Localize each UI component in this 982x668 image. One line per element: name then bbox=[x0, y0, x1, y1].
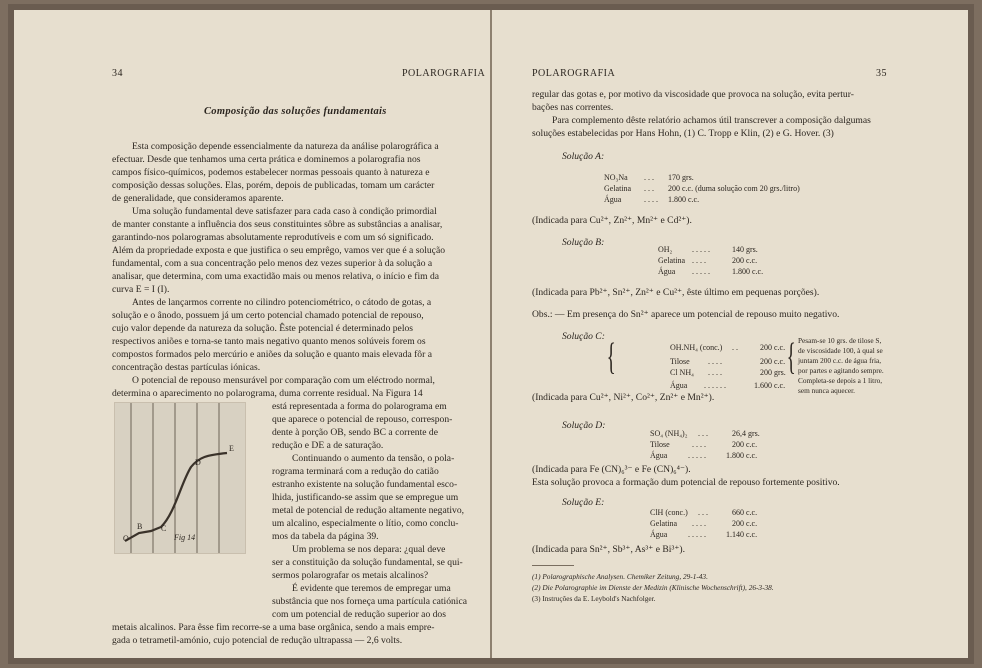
figure-label-e: E bbox=[229, 444, 234, 453]
solucao-c-dots-1: . . . . bbox=[708, 357, 722, 366]
solucao-c-value-1: 200 c.c. bbox=[760, 357, 786, 366]
text-line: campos físico-químicos, podemos estabelecer normas pessoais quanto à natureza e bbox=[112, 167, 430, 178]
section-title: Composição das soluções fundamentais bbox=[204, 106, 387, 117]
text-line: garantindo-nos polarogramas absolutamente reprodutíveis e com um só significado. bbox=[112, 232, 434, 243]
solucao-e-dots-1: . . . . bbox=[692, 519, 706, 528]
solucao-c-indicated: (Indicada para Cu²⁺, Ni²⁺, Co²⁺, Zn²⁺ e Mn²⁺). bbox=[532, 392, 715, 403]
text-line: metal de potencial de redução altamente negativo, bbox=[272, 505, 465, 516]
solucao-d-label: Solução D: bbox=[562, 420, 606, 431]
solucao-c-value-3: 1.600 c.c. bbox=[754, 381, 786, 390]
solucao-a-indicated: (Indicada para Cu²⁺, Zn²⁺, Mn²⁺ e Cd²⁺). bbox=[532, 215, 692, 226]
solucao-a-dots-0: . . . bbox=[644, 173, 654, 182]
solucao-b-dots-1: . . . . bbox=[692, 256, 706, 265]
page-number-right: 35 bbox=[876, 68, 887, 79]
text-line: determina o aparecimento no polarograma, duma corrente residual. Na Figura 14 bbox=[112, 388, 423, 399]
solucao-b-indicated: (Indicada para Pb²⁺, Sn²⁺, Zn²⁺ e Cu²⁺, êste último em pequenas porções). bbox=[532, 287, 820, 298]
solucao-b-value-0: 140 grs. bbox=[732, 245, 758, 254]
solucao-d-value-0: 26,4 grs. bbox=[732, 429, 760, 438]
running-head-right: POLAROGRAFIA bbox=[532, 68, 616, 79]
solucao-d-dots-2: . . . . . bbox=[688, 451, 706, 460]
text-line: redução e DE a de saturação. bbox=[272, 440, 384, 451]
solucao-e-indicated: (Indicada para Sn²⁺, Sb³⁺, As³⁺ e Bi³⁺). bbox=[532, 544, 685, 555]
footnote-2: (2) Die Polarographie im Dienste der Medizin (Klinische Wochenschrift), 26-3-38. bbox=[532, 583, 774, 592]
text-line: solução e o ânodo, possuem já um certo potencial chamado potencial de repouso, bbox=[112, 310, 424, 321]
text-line: soluções estabelecidas por Hans Hohn, (1) C. Tropp e Klin, (2) e G. Hover. (3) bbox=[532, 128, 834, 139]
text-line: está representada a forma do polarograma em bbox=[272, 401, 447, 412]
figure-caption: Fig 14 bbox=[174, 533, 196, 542]
solucao-d-indicated: (Indicada para Fe (CN)₆³⁻ e Fe (CN)₆⁴⁻). bbox=[532, 464, 691, 475]
side-note-line: por partes e agitando sempre. bbox=[798, 366, 884, 375]
figure-label-b: B bbox=[137, 522, 143, 531]
text-line: Um problema se nos depara: ¿qual deve bbox=[292, 544, 446, 555]
text-line: de generalidade, que consideramos aparente. bbox=[112, 193, 284, 204]
solucao-d-value-1: 200 c.c. bbox=[732, 440, 758, 449]
solucao-b-name-1: Gelatina bbox=[658, 256, 686, 265]
running-head-left: POLAROGRAFIA bbox=[402, 68, 486, 79]
text-line: composição dessas soluções. Elas, porém, depois de publicadas, tomam um carácter bbox=[112, 180, 435, 191]
right-page bbox=[492, 10, 968, 658]
solucao-d-dots-1: . . . . bbox=[692, 440, 706, 449]
solucao-d-value-2: 1.800 c.c. bbox=[726, 451, 758, 460]
solucao-e-label: Solução E: bbox=[562, 497, 605, 508]
figure-label-d: D bbox=[195, 458, 201, 467]
text-line: O potencial de repouso mensurável por comparação com um eléctrodo normal, bbox=[132, 375, 435, 386]
solucao-e-dots-0: . . . bbox=[698, 508, 708, 517]
text-line: analisar, que determina, com uma exactidão mais ou menos relativa, o início e fim da bbox=[112, 271, 440, 282]
text-line: sermos polarografar os metais alcalinos? bbox=[272, 570, 429, 581]
side-note-line: Pesam-se 10 grs. de tilose S, bbox=[798, 336, 882, 345]
text-line: efectuar. Desde que tenhamos uma certa prática e dominemos a polarografia nos bbox=[112, 154, 421, 165]
text-line: Continuando o aumento da tensão, o pola- bbox=[292, 453, 455, 464]
solucao-e-name-2: Água bbox=[650, 530, 668, 539]
left-page bbox=[14, 10, 491, 658]
solucao-a-label: Solução A: bbox=[562, 151, 605, 162]
solucao-b-note: Obs.: — Em presença do Sn²⁺ aparece um potencial de repouso muito negativo. bbox=[532, 309, 840, 320]
text-line: substância que nos forneça uma partícula catiónica bbox=[272, 596, 467, 607]
solucao-b-value-1: 200 c.c. bbox=[732, 256, 758, 265]
solucao-d-name-2: Água bbox=[650, 451, 668, 460]
text-line: curva E = I (I). bbox=[112, 284, 170, 295]
figure-label-o: O bbox=[123, 534, 129, 543]
brace-left-icon: { bbox=[606, 336, 616, 378]
text-line: Além da propriedade exposta e que justifica o seu emprêgo, vamos ver que é a solução bbox=[112, 245, 445, 256]
solucao-c-name-0: OH.NH₄ (conc.) bbox=[670, 343, 723, 352]
text-line: de manter constante a influência dos seus constituintes sôbre as substâncias a analisar, bbox=[112, 219, 443, 230]
solucao-a-name-2: Água bbox=[604, 195, 622, 204]
text-line: É evidente que teremos de empregar uma bbox=[292, 583, 451, 594]
solucao-b-name-0: OH₂ bbox=[658, 245, 673, 254]
text-line: Para complemento dêste relatório achamos útil transcrever a composição dalgumas bbox=[552, 115, 871, 126]
solucao-e-dots-2: . . . . . bbox=[688, 530, 706, 539]
side-note-line: juntam 200 c.c. de água fria, bbox=[798, 356, 882, 365]
side-note-line: sem nunca aquecer. bbox=[798, 386, 855, 395]
text-line: concentração destas partículas iónicas. bbox=[112, 362, 261, 373]
solucao-d-name-1: Tilose bbox=[650, 440, 670, 449]
solucao-b-dots-2: . . . . . bbox=[692, 267, 710, 276]
brace-right-icon: { bbox=[786, 336, 796, 378]
text-line: ser a constituição da solução fundamental, se qui- bbox=[272, 557, 463, 568]
solucao-d-name-0: SO₄ (NH₄)₂ bbox=[650, 429, 688, 438]
page-number-left: 34 bbox=[112, 68, 123, 79]
text-line: lhida, justificando-se assim que se empregue um bbox=[272, 492, 459, 503]
solucao-e-name-1: Gelatina bbox=[650, 519, 678, 528]
solucao-a-dots-1: . . . bbox=[644, 184, 654, 193]
solucao-b-value-2: 1.800 c.c. bbox=[732, 267, 764, 276]
solucao-c-value-2: 200 grs. bbox=[760, 368, 786, 377]
solucao-a-value-1: 200 c.c. (duma solução com 20 grs./litro) bbox=[668, 184, 800, 193]
footnote-rule bbox=[532, 565, 574, 566]
solucao-c-name-2: Cl NH₄ bbox=[670, 368, 694, 377]
solucao-a-name-0: NO₃Na bbox=[604, 173, 628, 182]
text-line: respectivos aniões e torna-se tanto mais negativo quanto menos solúveis forem os bbox=[112, 336, 426, 347]
solucao-c-name-1: Tilose bbox=[670, 357, 690, 366]
solucao-a-value-2: 1.800 c.c. bbox=[668, 195, 700, 204]
text-line: cujo valor depende da natureza da solução. Êste potencial é determinado pelos bbox=[112, 323, 414, 334]
text-line: dente à porção OB, sendo BC a corrente de bbox=[272, 427, 438, 438]
solucao-c-dots-2: . . . . bbox=[708, 368, 722, 377]
text-line: rograma terminará com a redução do catião bbox=[272, 466, 439, 477]
text-line: que aparece o potencial de repouso, correspon- bbox=[272, 414, 453, 425]
text-line: metais alcalinos. Para êsse fim recorre-se a uma base orgânica, sendo a mais empre- bbox=[112, 622, 435, 633]
text-line: regular das gotas e, por motivo da viscosidade que provoca na solução, evita pertur- bbox=[532, 89, 854, 100]
figure-label-c: C bbox=[161, 524, 167, 533]
solucao-c-dots-0: . . bbox=[732, 343, 738, 352]
text-line: com um potencial de redução superior ao dos bbox=[272, 609, 446, 620]
solucao-a-dots-2: . . . . bbox=[644, 195, 658, 204]
text-line: compostos formados pelo mercúrio e aniões da solução e quanto mais elevada fôr a bbox=[112, 349, 432, 360]
solucao-b-label: Solução B: bbox=[562, 237, 605, 248]
text-line: Uma solução fundamental deve satisfazer para cada caso à condição primordial bbox=[132, 206, 437, 217]
solucao-c-dots-3: . . . . . . bbox=[704, 381, 726, 390]
solucao-b-name-2: Água bbox=[658, 267, 676, 276]
solucao-e-name-0: ClH (conc.) bbox=[650, 508, 688, 517]
text-line: um alcalino, especialmente o lítio, como conclu- bbox=[272, 518, 459, 529]
footnote-1: (1) Polarographische Analysen. Chemiker Zeitung, 29-1-43. bbox=[532, 572, 708, 581]
solucao-b-dots-0: . . . . . bbox=[692, 245, 710, 254]
solucao-c-name-3: Água bbox=[670, 381, 688, 390]
solucao-c-value-0: 200 c.c. bbox=[760, 343, 786, 352]
text-line: estranho existente na solução fundamental esco- bbox=[272, 479, 458, 490]
book-spread bbox=[8, 4, 974, 664]
text-line: fundamental, com a sua concentração pelo menos dez vezes superior à da solução a bbox=[112, 258, 433, 269]
solucao-e-value-0: 660 c.c. bbox=[732, 508, 758, 517]
solucao-a-name-1: Gelatina bbox=[604, 184, 632, 193]
solucao-c-label: Solução C: bbox=[562, 331, 605, 342]
side-note-line: de viscosidade 100, à qual se bbox=[798, 346, 883, 355]
solucao-d-dots-0: . . . bbox=[698, 429, 708, 438]
text-line: Esta composição depende essencialmente da natureza da análise polarográfica a bbox=[132, 141, 439, 152]
solucao-d-note: Esta solução provoca a formação dum potencial de repouso fortemente positivo. bbox=[532, 477, 840, 488]
solucao-e-value-1: 200 c.c. bbox=[732, 519, 758, 528]
text-line: Antes de lançarmos corrente no cilindro potenciométrico, o cátodo de gotas, a bbox=[132, 297, 432, 308]
solucao-e-value-2: 1.140 c.c. bbox=[726, 530, 758, 539]
text-line: gada o tetrametil-amónio, cujo potencial de redução ultrapassa — 2,6 volts. bbox=[112, 635, 403, 646]
side-note-line: Completa-se depois a 1 litro, bbox=[798, 376, 883, 385]
solucao-a-value-0: 170 grs. bbox=[668, 173, 694, 182]
text-line: bações nas correntes. bbox=[532, 102, 614, 113]
text-line: mos da tabela da página 39. bbox=[272, 531, 379, 542]
polarogram-curve bbox=[115, 403, 245, 553]
footnote-3: (3) Instruções da E. Leybold's Nachfolger. bbox=[532, 594, 656, 603]
